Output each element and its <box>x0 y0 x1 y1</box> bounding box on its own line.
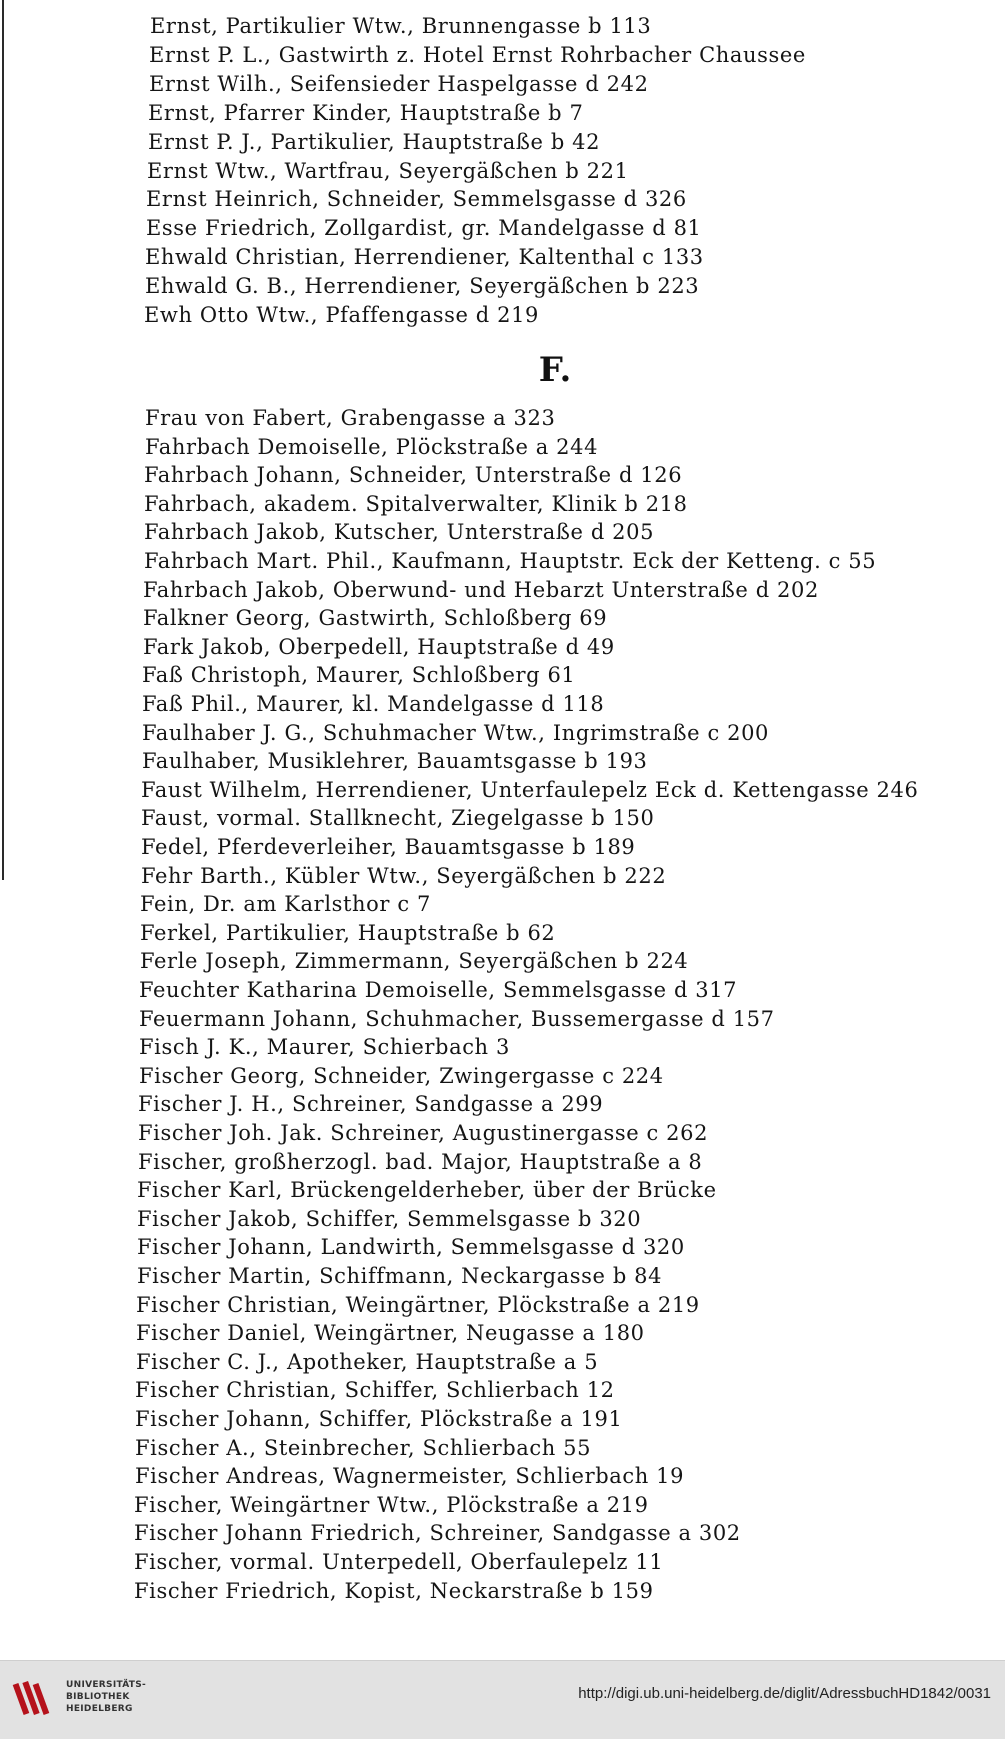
directory-entry: Fischer Christian, Schiffer, Schlierbach 12 <box>135 1378 615 1403</box>
directory-entry: Faust, vormal. Stallknecht, Ziegelgasse b 150 <box>141 806 655 831</box>
directory-entry: Ernst P. L., Gastwirth z. Hotel Ernst Rohrbacher Chaussee <box>149 42 806 67</box>
directory-entry: Ernst, Partikulier Wtw., Brunnengasse b 113 <box>150 14 652 38</box>
directory-entry: Ernst Wilh., Seifensieder Haspelgasse d 242 <box>149 71 649 96</box>
directory-entry: Fischer Jakob, Schiffer, Semmelsgasse b 320 <box>137 1206 642 1231</box>
library-line: UNIVERSITÄTS- <box>66 1680 147 1690</box>
directory-entry: Feuermann Johann, Schuhmacher, Bussemergasse d 157 <box>139 1006 775 1031</box>
library-logo-icon <box>12 1675 60 1723</box>
directory-entry: Ernst Wtw., Wartfrau, Seyergäßchen b 221 <box>147 158 629 183</box>
directory-entry: Faulhaber J. G., Schuhmacher Wtw., Ingrimstraße c 200 <box>142 720 769 745</box>
library-name <box>66 1679 146 1715</box>
directory-entry: Fischer Friedrich, Kopist, Neckarstraße b 159 <box>134 1578 654 1603</box>
directory-entry: Ehwald G. B., Herrendiener, Seyergäßchen b 223 <box>145 274 700 299</box>
directory-entry: Feuchter Katharina Demoiselle, Semmelsgasse d 317 <box>139 978 738 1002</box>
directory-entry: Fischer Johann Friedrich, Schreiner, Sandgasse a 302 <box>134 1521 741 1546</box>
directory-entry: Fischer Karl, Brückengelderheber, über der Brücke <box>137 1178 717 1203</box>
directory-entry: Ernst, Pfarrer Kinder, Hauptstraße b 7 <box>148 100 584 125</box>
library-line: BIBLIOTHEK <box>66 1692 130 1702</box>
directory-entry: Ehwald Christian, Herrendiener, Kaltenthal c 133 <box>145 245 704 270</box>
directory-entry: Ewh Otto Wtw., Pfaffengasse d 219 <box>144 303 539 327</box>
directory-entry: Fischer C. J., Apotheker, Hauptstraße a 5 <box>136 1349 599 1374</box>
directory-entry: Frau von Fabert, Grabengasse a 323 <box>145 406 556 430</box>
directory-entry: Faß Phil., Maurer, kl. Mandelgasse d 118 <box>142 692 605 716</box>
directory-entry: Fischer Daniel, Weingärtner, Neugasse a 180 <box>136 1321 645 1346</box>
directory-entry: Fischer Joh. Jak. Schreiner, Augustinergasse c 262 <box>138 1121 709 1145</box>
directory-entry: Fischer Martin, Schiffmann, Neckargasse b 84 <box>137 1264 663 1288</box>
directory-entry: Fein, Dr. am Karlsthor c 7 <box>140 892 431 917</box>
directory-entry: Fahrbach, akadem. Spitalverwalter, Klinik b 218 <box>144 491 688 516</box>
directory-entry: Fehr Barth., Kübler Wtw., Seyergäßchen b 222 <box>141 863 667 888</box>
directory-entry: Ferle Joseph, Zimmermann, Seyergäßchen b 224 <box>140 949 689 974</box>
directory-entry: Fahrbach Mart. Phil., Kaufmann, Hauptstr. Eck der Ketteng. c 55 <box>144 549 877 573</box>
directory-entry: Fischer, vormal. Unterpedell, Oberfaulepelz 11 <box>134 1550 664 1574</box>
directory-entry: Fischer, großherzogl. bad. Major, Hauptstraße a 8 <box>138 1149 703 1174</box>
source-url-link[interactable]: http://digi.ub.uni-heidelberg.de/diglit/AdressbuchHD1842/0031 <box>578 1685 991 1702</box>
page-edge-rule <box>2 0 4 880</box>
directory-entry: Fedel, Pferdeverleiher, Bauamtsgasse b 189 <box>141 835 636 859</box>
directory-entry: Fark Jakob, Oberpedell, Hauptstraße d 49 <box>143 634 615 659</box>
directory-entry: Fischer A., Steinbrecher, Schlierbach 55 <box>135 1435 592 1460</box>
directory-entry: Ernst P. J., Partikulier, Hauptstraße b 42 <box>148 129 601 154</box>
directory-entry: Fischer Johann, Landwirth, Semmelsgasse d 320 <box>137 1235 685 1260</box>
directory-entry: Ernst Heinrich, Schneider, Semmelsgasse d 326 <box>146 187 687 212</box>
directory-entry: Fischer Christian, Weingärtner, Plöckstraße a 219 <box>136 1292 700 1317</box>
directory-entry: Ferkel, Partikulier, Hauptstraße b 62 <box>140 920 556 945</box>
directory-entry: Fischer Georg, Schneider, Zwingergasse c 224 <box>139 1063 664 1088</box>
directory-entry: Fahrbach Demoiselle, Plöckstraße a 244 <box>145 434 599 459</box>
directory-entry: Fischer J. H., Schreiner, Sandgasse a 299 <box>138 1092 604 1117</box>
directory-entry: Falkner Georg, Gastwirth, Schloßberg 69 <box>143 606 608 631</box>
directory-entry: Fischer Johann, Schiffer, Plöckstraße a 191 <box>135 1407 623 1431</box>
directory-entry: Esse Friedrich, Zollgardist, gr. Mandelgasse d 81 <box>146 216 702 241</box>
directory-entry: Fahrbach Johann, Schneider, Unterstraße d 126 <box>144 463 683 488</box>
section-heading: F. <box>538 350 572 390</box>
directory-entry: Faß Christoph, Maurer, Schloßberg 61 <box>142 663 576 688</box>
directory-entry: Faust Wilhelm, Herrendiener, Unterfaulepelz Eck d. Kettengasse 246 <box>141 777 919 802</box>
directory-entry: Faulhaber, Musiklehrer, Bauamtsgasse b 193 <box>142 749 648 774</box>
footer-bar <box>0 1660 1005 1739</box>
library-line: HEIDELBERG <box>66 1704 133 1714</box>
directory-entry: Fahrbach Jakob, Oberwund- und Hebarzt Unterstraße d 202 <box>143 577 819 602</box>
directory-entry: Fisch J. K., Maurer, Schierbach 3 <box>139 1035 510 1060</box>
directory-entry: Fischer Andreas, Wagnermeister, Schlierbach 19 <box>135 1464 685 1489</box>
directory-entry: Fahrbach Jakob, Kutscher, Unterstraße d 205 <box>144 520 655 545</box>
directory-entry: Fischer, Weingärtner Wtw., Plöckstraße a 219 <box>134 1492 649 1517</box>
